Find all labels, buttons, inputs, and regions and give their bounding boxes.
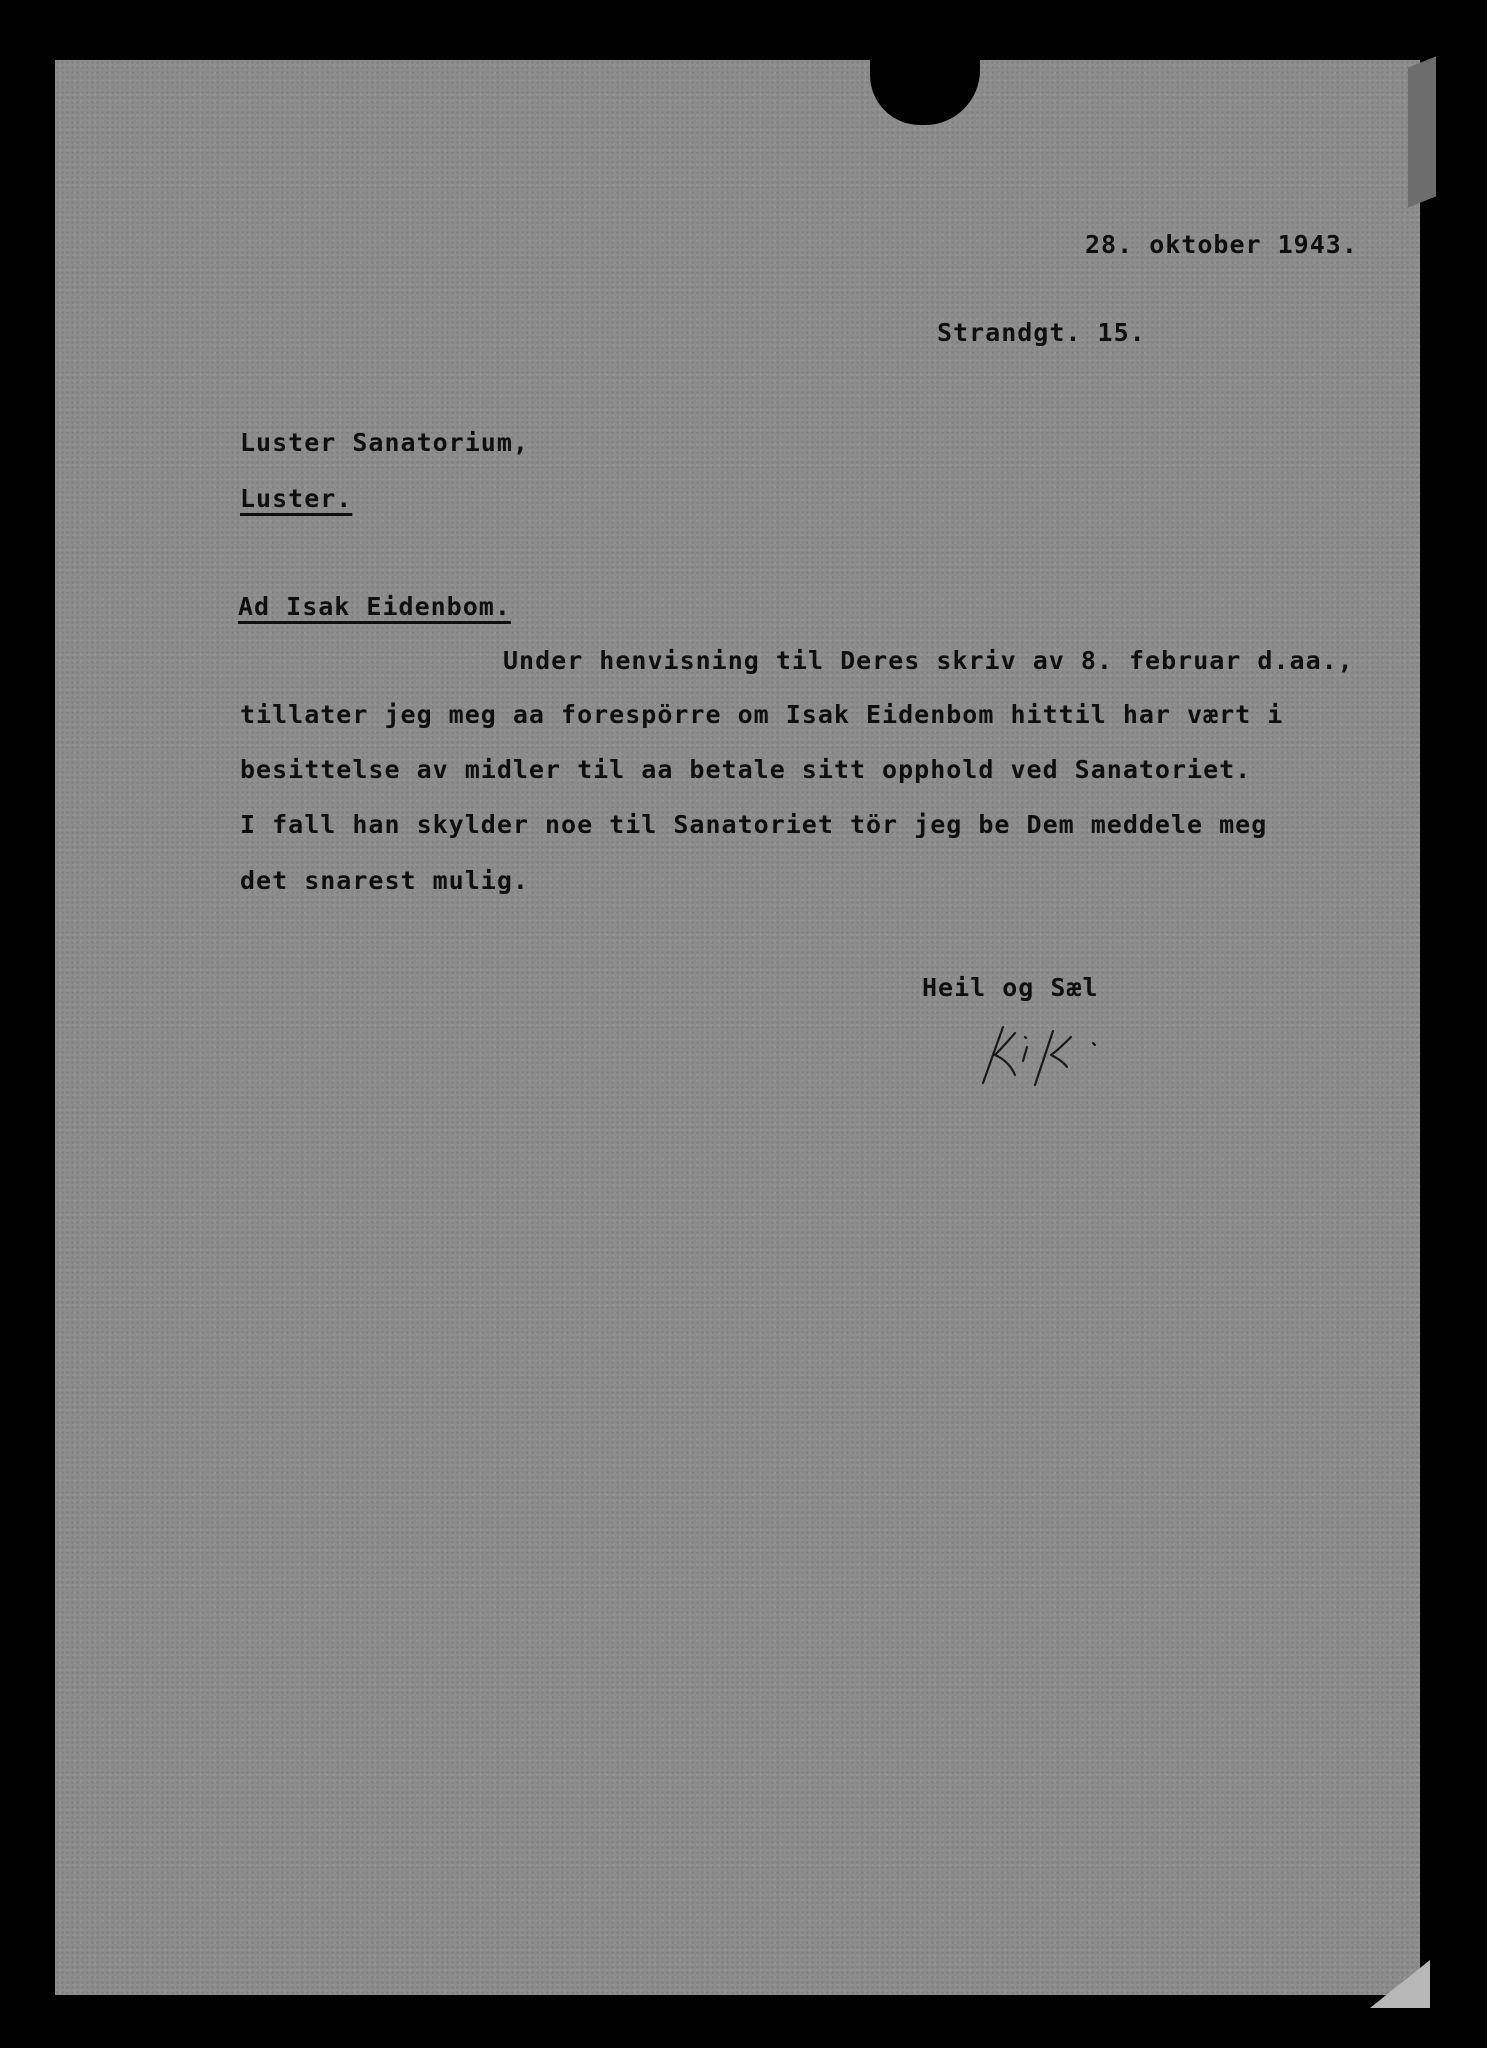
body-line: tillater jeg meg aa forespörre om Isak Eidenbom hittil har vært i [240, 700, 1284, 729]
recipient-name: Luster Sanatorium, [240, 428, 529, 457]
letter-subject: Ad Isak Eidenbom. [238, 592, 511, 621]
closing-greeting: Heil og Sæl [922, 973, 1099, 1002]
body-line: I fall han skylder noe til Sanatoriet tör jeg be Dem meddele meg [240, 810, 1268, 839]
letter-date: 28. oktober 1943. [1085, 230, 1358, 259]
handwritten-signature [975, 1015, 1155, 1090]
page-edge-shadow [1408, 56, 1436, 207]
body-line: Under henvisning til Deres skriv av 8. februar d.aa., [503, 646, 1354, 675]
recipient-place: Luster. [240, 484, 353, 513]
body-line: besittelse av midler til aa betale sitt opphold ved Sanatoriet. [240, 755, 1252, 784]
letter-page [55, 60, 1420, 1995]
sender-address: Strandgt. 15. [937, 318, 1146, 347]
body-line: det snarest mulig. [240, 866, 529, 895]
